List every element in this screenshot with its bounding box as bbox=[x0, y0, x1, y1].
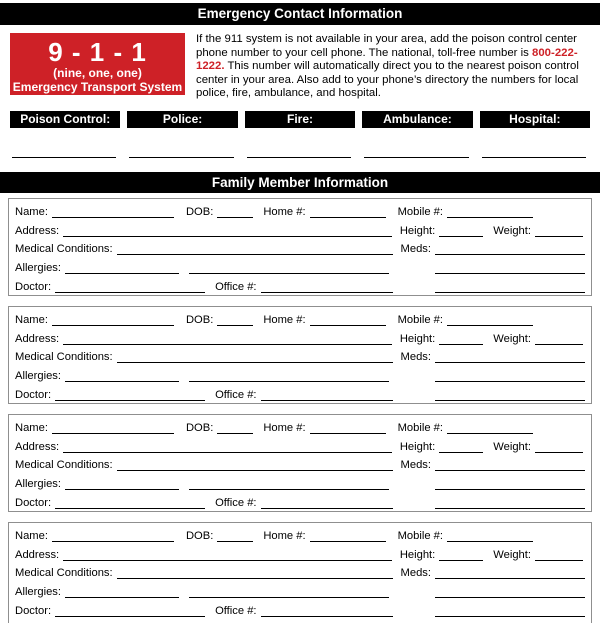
family-member-block bbox=[8, 198, 592, 296]
name-label: Name: bbox=[15, 313, 48, 326]
height-label: Height: bbox=[399, 548, 436, 561]
home-phone-label: Home #: bbox=[263, 529, 306, 542]
meds-continuation-field-1[interactable] bbox=[435, 262, 585, 274]
mobile-phone-field[interactable] bbox=[447, 314, 533, 326]
poison-control-phone-number: 800-222-1222. bbox=[196, 46, 578, 73]
address-field[interactable] bbox=[63, 333, 392, 345]
name-label: Name: bbox=[15, 529, 48, 542]
height-field[interactable] bbox=[439, 441, 483, 453]
dob-label: DOB: bbox=[185, 313, 214, 326]
mobile-phone-field[interactable] bbox=[447, 530, 533, 542]
intro-text-before: If the 911 system is not available in your area, add the poison control center phone number to your cell phone. The national, toll-free number is bbox=[196, 33, 577, 59]
dob-field[interactable] bbox=[217, 530, 253, 542]
family-member-block bbox=[8, 414, 592, 512]
office-phone-field[interactable] bbox=[261, 605, 393, 617]
height-field[interactable] bbox=[439, 333, 483, 345]
member-row-address bbox=[15, 220, 585, 239]
meds-field[interactable] bbox=[435, 567, 585, 579]
emergency-contact-labels-row bbox=[10, 111, 590, 128]
mobile-phone-label: Mobile #: bbox=[397, 529, 443, 542]
emergency-contact-fill-lines bbox=[10, 157, 590, 158]
badge-911-pronunciation: (nine, one, one) bbox=[53, 66, 142, 80]
name-label: Name: bbox=[15, 205, 48, 218]
meds-continuation-field-1[interactable] bbox=[435, 586, 585, 598]
mobile-phone-label: Mobile #: bbox=[397, 421, 443, 434]
weight-label: Weight: bbox=[493, 440, 531, 453]
allergies-continuation-field[interactable] bbox=[189, 586, 389, 598]
mobile-phone-field[interactable] bbox=[447, 422, 533, 434]
member-row-allergies bbox=[15, 257, 585, 276]
medical-conditions-field[interactable] bbox=[117, 243, 393, 255]
office-phone-field[interactable] bbox=[261, 389, 393, 401]
family-member-block bbox=[8, 522, 592, 623]
doctor-label: Doctor: bbox=[15, 388, 52, 401]
contact-label-poison-control: Poison Control: bbox=[10, 111, 120, 128]
member-row-medical bbox=[15, 563, 585, 582]
address-field[interactable] bbox=[63, 441, 392, 453]
home-phone-field[interactable] bbox=[310, 422, 386, 434]
medical-conditions-label: Medical Conditions: bbox=[15, 567, 113, 580]
allergies-continuation-field[interactable] bbox=[189, 370, 389, 382]
mobile-phone-field[interactable] bbox=[447, 206, 533, 218]
intro-text-after: This number will automatically direct you to the nearest poison control center in your area. Also add to your phone’s directory the numbers for local police, fire, ambulance, and hospital. bbox=[196, 60, 579, 100]
allergies-label: Allergies: bbox=[15, 262, 62, 275]
meds-label: Meds: bbox=[400, 567, 431, 580]
doctor-field[interactable] bbox=[55, 605, 205, 617]
contact-label-ambulance: Ambulance: bbox=[362, 111, 472, 128]
home-phone-label: Home #: bbox=[263, 313, 306, 326]
height-label: Height: bbox=[399, 440, 436, 453]
address-field[interactable] bbox=[63, 225, 392, 237]
meds-continuation-field-1[interactable] bbox=[435, 478, 585, 490]
weight-field[interactable] bbox=[535, 441, 583, 453]
medical-conditions-label: Medical Conditions: bbox=[15, 459, 113, 472]
badge-911 bbox=[10, 33, 185, 95]
member-row-doctor bbox=[15, 276, 585, 295]
office-phone-field[interactable] bbox=[261, 497, 393, 509]
allergies-label: Allergies: bbox=[15, 370, 62, 383]
name-field[interactable] bbox=[52, 314, 174, 326]
member-row-medical bbox=[15, 455, 585, 474]
dob-field[interactable] bbox=[217, 206, 253, 218]
poison-control-field[interactable] bbox=[12, 157, 116, 158]
home-phone-field[interactable] bbox=[310, 206, 386, 218]
member-row-allergies bbox=[15, 581, 585, 600]
address-label: Address: bbox=[15, 548, 60, 561]
address-field[interactable] bbox=[63, 549, 392, 561]
member-row-name bbox=[15, 309, 585, 328]
medical-conditions-field[interactable] bbox=[117, 351, 393, 363]
intro-section bbox=[10, 33, 590, 101]
doctor-field[interactable] bbox=[55, 497, 205, 509]
mobile-phone-label: Mobile #: bbox=[397, 205, 443, 218]
address-label: Address: bbox=[15, 332, 60, 345]
office-phone-label: Office #: bbox=[215, 280, 257, 293]
dob-label: DOB: bbox=[185, 421, 214, 434]
family-member-blocks bbox=[0, 198, 600, 623]
office-phone-label: Office #: bbox=[215, 388, 257, 401]
hospital-field[interactable] bbox=[482, 157, 586, 158]
name-label: Name: bbox=[15, 421, 48, 434]
mobile-phone-label: Mobile #: bbox=[397, 313, 443, 326]
home-phone-field[interactable] bbox=[310, 530, 386, 542]
meds-continuation-field-2[interactable] bbox=[435, 605, 585, 617]
allergies-field[interactable] bbox=[65, 370, 179, 382]
ambulance-field[interactable] bbox=[364, 157, 468, 158]
name-field[interactable] bbox=[52, 530, 174, 542]
member-row-allergies bbox=[15, 365, 585, 384]
meds-continuation-field-2[interactable] bbox=[435, 497, 585, 509]
contact-label-hospital: Hospital: bbox=[480, 111, 590, 128]
doctor-field[interactable] bbox=[55, 389, 205, 401]
member-row-medical bbox=[15, 239, 585, 258]
family-header-title: Family Member Information bbox=[211, 174, 389, 190]
allergies-field[interactable] bbox=[65, 262, 179, 274]
address-label: Address: bbox=[15, 224, 60, 237]
dob-field[interactable] bbox=[217, 422, 253, 434]
allergies-field[interactable] bbox=[65, 586, 179, 598]
member-row-name bbox=[15, 417, 585, 436]
dob-label: DOB: bbox=[185, 529, 214, 542]
height-label: Height: bbox=[399, 332, 436, 345]
doctor-field[interactable] bbox=[55, 281, 205, 293]
police-field[interactable] bbox=[129, 157, 233, 158]
meds-continuation-field-2[interactable] bbox=[435, 389, 585, 401]
allergies-continuation-field[interactable] bbox=[189, 262, 389, 274]
contact-label-fire: Fire: bbox=[245, 111, 355, 128]
fire-field[interactable] bbox=[247, 157, 351, 158]
meds-continuation-field-2[interactable] bbox=[435, 281, 585, 293]
medical-conditions-field[interactable] bbox=[117, 567, 393, 579]
doctor-label: Doctor: bbox=[15, 496, 52, 509]
office-phone-label: Office #: bbox=[215, 496, 257, 509]
medical-conditions-field[interactable] bbox=[117, 459, 393, 471]
dob-field[interactable] bbox=[217, 314, 253, 326]
member-row-doctor bbox=[15, 492, 585, 511]
height-label: Height: bbox=[399, 224, 436, 237]
home-phone-field[interactable] bbox=[310, 314, 386, 326]
weight-field[interactable] bbox=[535, 225, 583, 237]
weight-label: Weight: bbox=[493, 548, 531, 561]
intro-paragraph bbox=[196, 33, 590, 101]
meds-label: Meds: bbox=[400, 351, 431, 364]
doctor-label: Doctor: bbox=[15, 604, 52, 617]
meds-label: Meds: bbox=[400, 459, 431, 472]
member-row-address bbox=[15, 544, 585, 563]
meds-field[interactable] bbox=[435, 459, 585, 471]
meds-continuation-field-1[interactable] bbox=[435, 370, 585, 382]
office-phone-label: Office #: bbox=[215, 604, 257, 617]
address-label: Address: bbox=[15, 440, 60, 453]
name-field[interactable] bbox=[52, 422, 174, 434]
member-row-address bbox=[15, 436, 585, 455]
member-row-address bbox=[15, 328, 585, 347]
emergency-header-title: Emergency Contact Information bbox=[197, 6, 403, 21]
weight-label: Weight: bbox=[493, 332, 531, 345]
name-field[interactable] bbox=[52, 206, 174, 218]
home-phone-label: Home #: bbox=[263, 205, 306, 218]
height-field[interactable] bbox=[439, 549, 483, 561]
emergency-header-bar bbox=[0, 3, 600, 25]
badge-911-caption: Emergency Transport System bbox=[12, 80, 183, 94]
medical-conditions-label: Medical Conditions: bbox=[15, 351, 113, 364]
allergies-continuation-field[interactable] bbox=[189, 478, 389, 490]
family-header-bar bbox=[0, 172, 600, 193]
meds-field[interactable] bbox=[435, 351, 585, 363]
home-phone-label: Home #: bbox=[263, 421, 306, 434]
allergies-field[interactable] bbox=[65, 478, 179, 490]
medical-conditions-label: Medical Conditions: bbox=[15, 243, 113, 256]
member-row-doctor bbox=[15, 384, 585, 403]
meds-label: Meds: bbox=[400, 243, 431, 256]
member-row-allergies bbox=[15, 473, 585, 492]
member-row-medical bbox=[15, 347, 585, 366]
member-row-doctor bbox=[15, 600, 585, 619]
badge-911-number: 9 - 1 - 1 bbox=[48, 37, 147, 67]
weight-field[interactable] bbox=[535, 549, 583, 561]
allergies-label: Allergies: bbox=[15, 478, 62, 491]
office-phone-field[interactable] bbox=[261, 281, 393, 293]
doctor-label: Doctor: bbox=[15, 280, 52, 293]
weight-field[interactable] bbox=[535, 333, 583, 345]
dob-label: DOB: bbox=[185, 205, 214, 218]
weight-label: Weight: bbox=[493, 224, 531, 237]
meds-field[interactable] bbox=[435, 243, 585, 255]
family-member-block bbox=[8, 306, 592, 404]
member-row-name bbox=[15, 525, 585, 544]
member-row-name bbox=[15, 201, 585, 220]
allergies-label: Allergies: bbox=[15, 586, 62, 599]
height-field[interactable] bbox=[439, 225, 483, 237]
contact-label-police: Police: bbox=[127, 111, 237, 128]
